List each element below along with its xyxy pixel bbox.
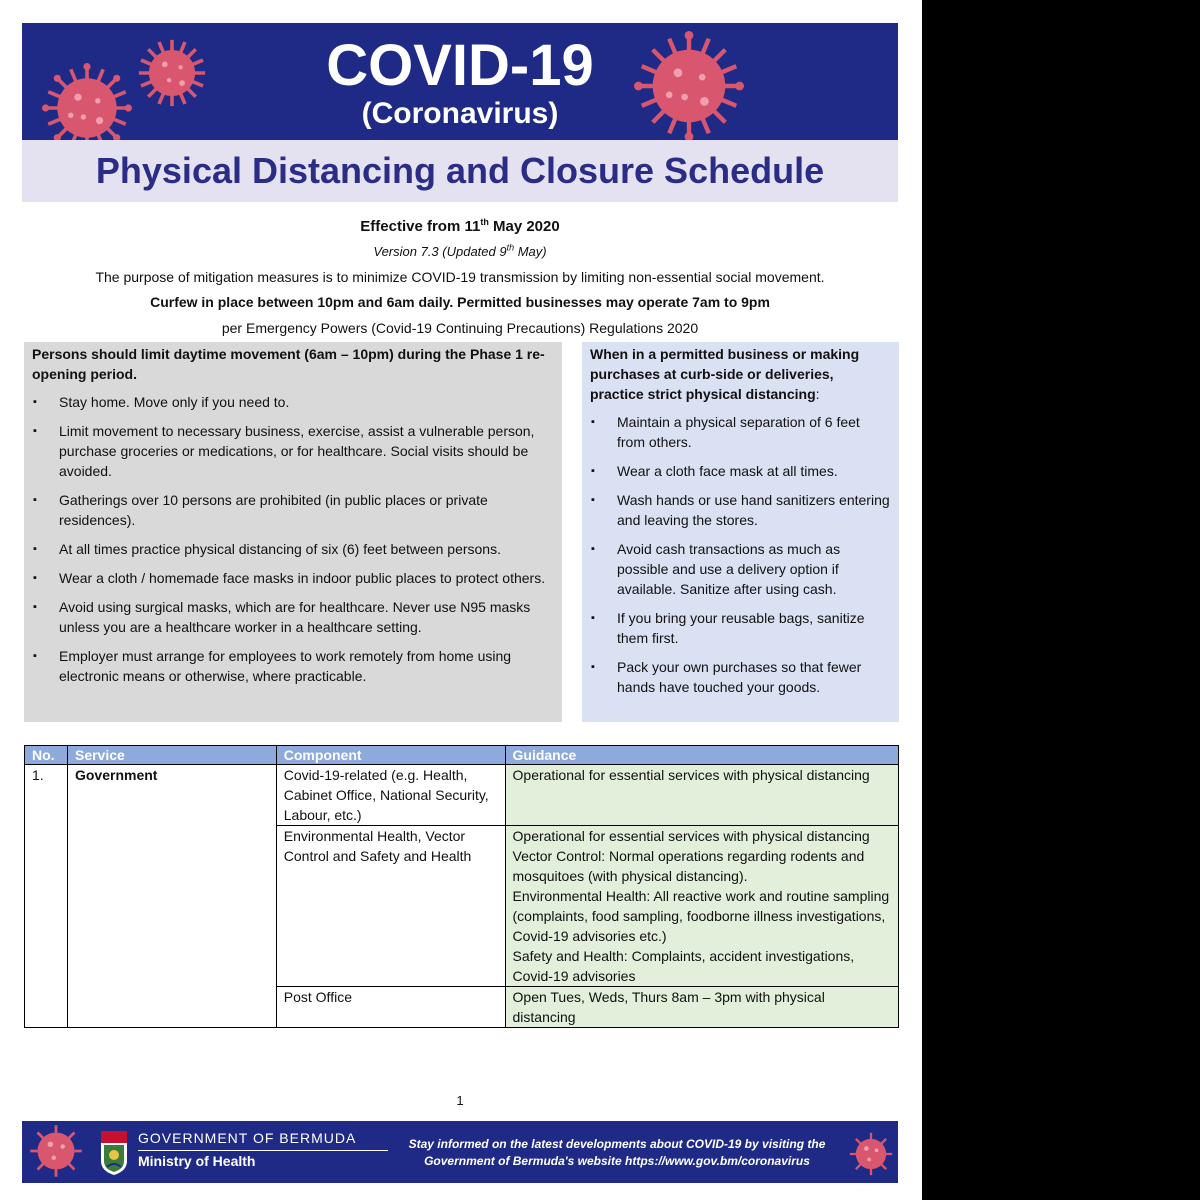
list-item-text: Limit movement to necessary business, exercise, assist a vulnerable person, purchase groceries or medications, or for healthcare. Social visits should be avoided. [59,423,535,479]
effective-sup: th [480,217,489,227]
list-item-text: Maintain a physical separation of 6 feet from others. [617,414,860,450]
closure-schedule-table [24,745,899,1028]
bullet-icon: ▪ [591,494,595,506]
row-guidance [505,987,898,1028]
government-label: GOVERNMENT OF BERMUDA [138,1130,357,1146]
list-item-text: If you bring your reusable bags, sanitize them first. [617,610,865,646]
list-item-text: Stay home. Move only if you need to. [59,394,290,410]
row-component: Environmental Health, Vector Control and Safety and Health [276,826,505,987]
bullet-icon: ▪ [591,416,595,428]
daytime-movement-list [32,392,554,686]
list-item [590,412,891,452]
table-header-row [25,746,899,765]
ministry-label: Ministry of Health [138,1153,256,1169]
list-item [32,597,554,637]
list-item-text: Pack your own purchases so that fewer hands have touched your goods. [617,659,862,695]
bullet-icon: ▪ [591,612,595,624]
list-item-text: Employer must arrange for employees to work remotely from home using electronic means or otherwise, where practicable. [59,648,512,684]
list-item [32,568,554,588]
daytime-movement-box [24,342,562,722]
guidance-line: Open Tues, Weds, Thurs 8am – 3pm with physical distancing [512,989,825,1025]
list-item [32,490,554,530]
bullet-icon: ▪ [33,650,37,662]
column-header-component: Component [276,746,505,765]
effective-post: May 2020 [488,218,560,235]
guidance-line: Vector Control: Normal operations regarding rodents and mosquitoes (with physical distancing). [512,848,865,884]
footer-bar [22,1121,898,1183]
list-item [32,646,554,686]
list-item-text: Avoid using surgical masks, which are for healthcare. Never use N95 masks unless you are a healthcare worker in a healthcare setting. [59,599,531,635]
stay-informed-line1: Stay informed on the latest developments about COVID-19 by visiting the [408,1137,826,1151]
table-row [25,765,899,826]
banner-title: COVID-19 [326,33,594,98]
guidance-line: Operational for essential services with physical distancing [512,828,870,844]
list-item [32,539,554,559]
list-item-text: Wear a cloth / homemade face masks in indoor public places to protect others. [59,570,546,586]
row-guidance [505,765,898,826]
bullet-icon: ▪ [33,572,37,584]
virus-icon [28,1123,84,1179]
title-bar [22,140,898,202]
list-item-text: Gatherings over 10 persons are prohibited (in public places or private residences). [59,492,488,528]
list-item [590,461,891,481]
permitted-business-list [590,412,891,697]
page-number: 1 [456,1093,464,1108]
permitted-business-heading [590,344,891,404]
version-post: May) [514,244,547,259]
page-title: Physical Distancing and Closure Schedule [95,150,825,191]
column-header-no: No. [25,746,68,765]
list-item [32,392,554,412]
column-header-guidance: Guidance [505,746,898,765]
bullet-icon: ▪ [33,494,37,506]
list-item [590,539,891,599]
footer-divider [138,1150,388,1151]
bullet-icon: ▪ [591,543,595,555]
permitted-heading-colon: : [815,386,820,402]
row-component: Post Office [276,987,505,1028]
regulation-line: per Emergency Powers (Covid-19 Continuing Precautions) Regulations 2020 [221,320,699,336]
row-component: Covid-19-related (e.g. Health, Cabinet Office, National Security, Labour, etc.) [276,765,505,826]
row-service: Government [67,765,276,1028]
list-item [590,608,891,648]
list-item [590,657,891,697]
virus-icon [848,1131,894,1177]
row-guidance [505,826,898,987]
purpose-line: The purpose of mitigation measures is to minimize COVID-19 transmission by limiting non-essential social movement. [95,269,825,285]
list-item-text: At all times practice physical distancing of six (6) feet between persons. [59,541,501,557]
version-pre: Version 7.3 (Updated 9 [373,244,507,259]
effective-date [22,218,898,235]
column-header-service: Service [67,746,276,765]
guidance-line: Safety and Health: Complaints, accident investigations, Covid-19 advisories [512,948,855,984]
curfew-line: Curfew in place between 10pm and 6am daily. Permitted businesses may operate 7am to 9pm [150,294,770,310]
bullet-icon: ▪ [33,396,37,408]
guidance-line: Environmental Health: All reactive work and routine sampling (complaints, food sampling, foodborne illness investigations, Covid-19 advisories etc.) [512,888,890,944]
list-item [32,421,554,481]
bullet-icon: ▪ [591,661,595,673]
version-line [22,244,898,259]
permitted-business-box [582,342,899,722]
effective-pre: Effective from 11 [360,218,481,235]
stay-informed-line2: Government of Bermuda's website https://www.gov.bm/coronavirus [424,1154,810,1168]
list-item-text: Wash hands or use hand sanitizers entering and leaving the stores. [617,492,890,528]
bullet-icon: ▪ [33,601,37,613]
list-item [590,490,891,530]
list-item-text: Wear a cloth face mask at all times. [617,463,838,479]
bullet-icon: ▪ [591,465,595,477]
bullet-icon: ▪ [33,425,37,437]
row-number: 1. [25,765,68,1028]
guidance-line: Operational for essential services with physical distancing [512,767,870,783]
banner-subtitle: (Coronavirus) [361,97,559,130]
list-item-text: Avoid cash transactions as much as possible and use a delivery option if available. Sanitize after using cash. [617,541,841,597]
permitted-heading-text: When in a permitted business or making purchases at curb-side or deliveries, practice strict physical distancing [590,346,860,402]
covid-banner [22,23,898,140]
daytime-movement-heading: Persons should limit daytime movement (6am – 10pm) during the Phase 1 re-opening period. [32,346,545,382]
bullet-icon: ▪ [33,543,37,555]
version-sup: th [506,242,515,253]
bermuda-crest-icon [99,1131,129,1175]
